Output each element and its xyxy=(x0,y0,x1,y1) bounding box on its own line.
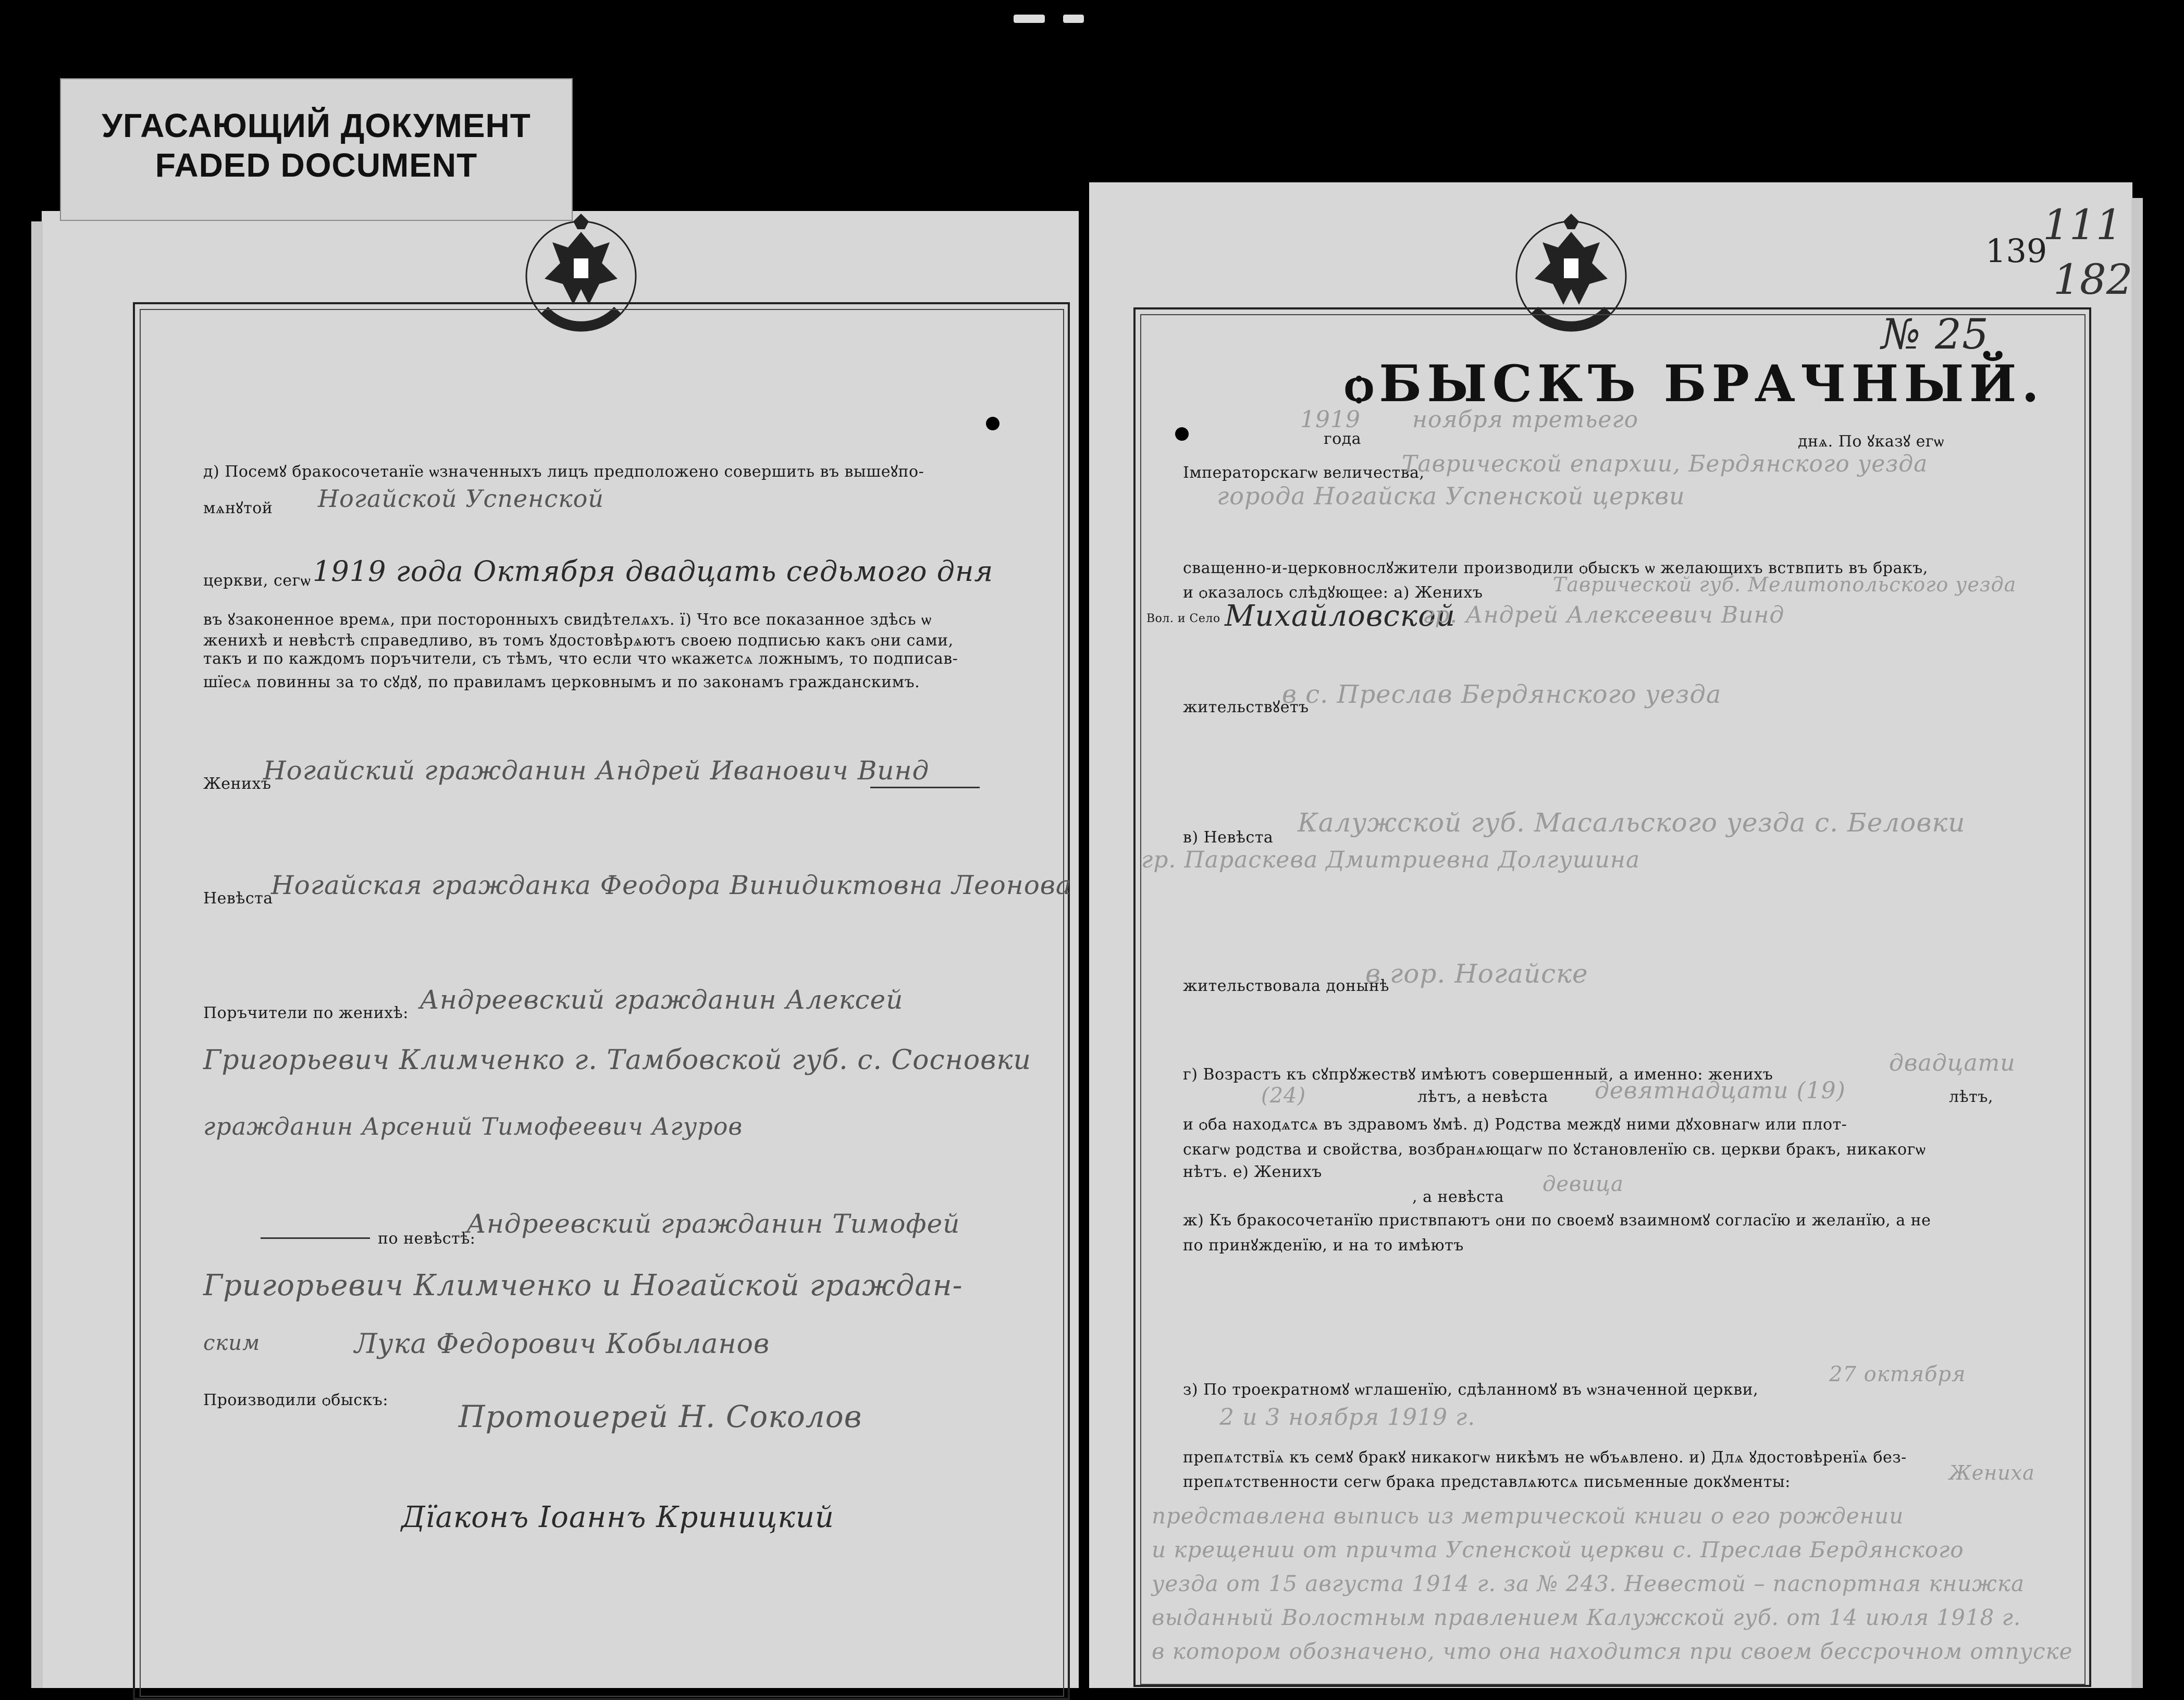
right-sheet-edge xyxy=(2131,198,2143,1688)
documents-hand-5: выданный Волостным правлением Калужской губ. от 14 июля 1918 г. xyxy=(1152,1605,2021,1630)
intro-line-5: женихѣ и невѣстѣ справедливо, въ томъ ꙋдостовѣрѧютъ своею подписью какъ ѻни сами, xyxy=(203,631,954,650)
record-number: № 25 xyxy=(1881,310,1989,358)
clergy-line: сващенно-и-церковнослꙋжители производили ѻбыскъ ѡ желающихъ вствпить въ бракъ, xyxy=(1183,559,1928,577)
documents-hand-2: представлена выпись из метрической книги о его рождении xyxy=(1152,1503,1904,1529)
marital-line: нѣтъ. е) Женихъ xyxy=(1183,1163,1322,1181)
banns-line: з) По троекратномꙋ ѡглашенїю, сдѣланномꙋ въ ѡзначенной церкви, xyxy=(1183,1381,1759,1399)
groom-label: Женихъ xyxy=(203,775,272,793)
groom-handwritten: Ногайский гражданин Андрей Иванович Винд xyxy=(263,755,930,786)
banns-date-1: 27 октября xyxy=(1829,1362,1966,1386)
groom-guarantors-label: Поръчители по женихѣ: xyxy=(203,1004,409,1022)
groom-guarantors-hand-3: гражданин Арсений Тимофеевич Агуров xyxy=(203,1112,743,1140)
documents-hand-6: в котором обозначено, что она находится при своем бессрочном отпуске xyxy=(1152,1639,2073,1664)
groom-age-number: (24) xyxy=(1261,1084,1306,1108)
groom-origin-handwritten: Таврической губ. Мелитопольского уезда xyxy=(1553,573,2017,596)
archive-number-1: 111 xyxy=(2043,201,2123,249)
binding-hole xyxy=(986,417,1000,430)
documents-hand-3: и крещении от причта Успенской церкви с. Преслав Бердянского xyxy=(1152,1537,1964,1562)
bride-label: в) Невѣста xyxy=(1183,828,1274,847)
documents-hand-4: уезда от 15 августа 1914 г. за № 243. Невестой – паспортная книжка xyxy=(1152,1571,2025,1596)
bride-guarantors-hand-3: Лука Федорович Кобыланов xyxy=(354,1329,770,1360)
month-handwritten: ноября третьего xyxy=(1412,406,1639,433)
left-page xyxy=(42,211,1079,1688)
bride-guarantors-label: по невѣстѣ: xyxy=(378,1230,476,1248)
deacon-signature: Дїаконъ Іоаннъ Криницкий xyxy=(401,1500,834,1534)
searchers-label: Производили ѻбыскъ: xyxy=(203,1391,388,1409)
years-and-bride: лѣтъ, а невѣста xyxy=(1417,1088,1548,1106)
intro-line-4: въ ꙋзаконенное времѧ, при посторонныхъ свидѣтелѧхъ. ї) Что все показанное здѣсь ѡ xyxy=(203,611,932,629)
groom-guarantors-hand-1: Андреевский гражданин Алексей xyxy=(419,985,904,1015)
intro-line-7: шїесѧ повинны за то сꙋдꙋ, по правиламъ церковнымъ и по законамъ гражданскимъ. xyxy=(203,673,920,691)
groom-name-handwritten: гр. Андрей Алексеевич Винд xyxy=(1423,602,1785,628)
right-page xyxy=(1089,182,2132,1688)
bride-marital-handwritten: девица xyxy=(1543,1172,1624,1196)
bride-label: Невѣста xyxy=(203,889,273,908)
years-label: лѣтъ, xyxy=(1949,1088,1993,1106)
intro-line-1: д) Посемꙋ бракосочетанїе ѡзначенныхъ лицъ предположено совершить въ вышеꙋпо- xyxy=(203,463,924,481)
archive-number-2: 182 xyxy=(2053,255,2133,304)
residence-label: жительствꙋетъ xyxy=(1183,698,1309,716)
bride-guarantors-hand-1: Андреевский гражданин Тимофей xyxy=(466,1209,960,1239)
age-line: г) Возрастъ къ сꙋпрꙋжествꙋ имѣютъ совершенный, а именно: женихъ xyxy=(1183,1065,1773,1084)
bride-guarantors-dash xyxy=(261,1237,370,1239)
city-handwritten: города Ногайска Успенской церкви xyxy=(1217,482,1685,510)
bride-guarantors-hand-2: Григорьевич Климченко и Ногайской граждан- xyxy=(203,1269,963,1302)
village-handwritten: Михайловской xyxy=(1225,599,1455,633)
consent-line: ж) Къ бракосочетанїю приствпаютъ ѻни по своемꙋ взаимномꙋ согласїю и желанїю, а не xyxy=(1183,1211,1931,1230)
groom-age-handwritten: двадцати xyxy=(1889,1050,2016,1076)
page-number: 139 xyxy=(1985,232,2047,270)
found-line: и ѻказалось слѣдꙋющее: а) Женихъ xyxy=(1183,584,1483,602)
residence-handwritten: в с. Преслав Бердянского уезда xyxy=(1282,680,1722,709)
groom-underline xyxy=(870,787,980,788)
top-mark-right xyxy=(1063,15,1084,23)
documents-line: препѧтственности сегѡ брака представлѧютсѧ письменные докꙋменты: xyxy=(1183,1473,1791,1491)
eparchy-handwritten: Таврической епархии, Бердянского уезда xyxy=(1402,451,1928,477)
bride-guarantors-hand-3-prefix: ским xyxy=(203,1331,261,1355)
impediment-line: препѧтствїѧ къ семꙋ бракꙋ никакогѡ никѣмъ не ѡбъѧвлено. и) Длѧ ꙋдостовѣренїѧ без- xyxy=(1183,1448,1907,1467)
imperial-line: Імператорскагѡ величества, xyxy=(1183,464,1425,482)
intro-line-2: мѧнꙋтой xyxy=(203,499,273,517)
intro-line-6: такъ и по каждомъ поръчители, съ тѣмъ, что если что ѡкажетсѧ ложнымъ, то подписав- xyxy=(203,650,958,668)
kinship-line: скагѡ родства и свойства, возбранѧющагѡ по ꙋстановленїю св. церкви бракъ, никакогѡ xyxy=(1183,1140,1926,1159)
year-handwritten: 1919 xyxy=(1300,406,1361,433)
bride-handwritten: Ногайская гражданка Феодора Винидиктовна Леонова xyxy=(271,870,1072,900)
day-decree: днѧ. По ꙋказꙋ егѡ xyxy=(1798,432,1944,451)
and-bride-label: , а невѣста xyxy=(1412,1188,1504,1206)
priest-signature: Протоиерей Н. Соколов xyxy=(459,1399,862,1434)
volost-label: Вол. и Село xyxy=(1146,612,1220,625)
document-title: ѻБЫСКЪ БРАЧНЫЙ. xyxy=(1344,354,2044,413)
bride-residence-handwritten: в гор. Ногайске xyxy=(1365,959,1588,989)
stamp-line-en: FADED DOCUMENT xyxy=(155,146,478,184)
coercion-line: по принꙋжденїю, и на то имѣютъ xyxy=(1183,1236,1464,1255)
sanity-line: и ѻба находѧтсѧ въ здравомъ ꙋмѣ. д) Родства междꙋ ними дꙋховнагѡ или плот- xyxy=(1183,1115,1847,1134)
groom-guarantors-hand-2: Григорьевич Климченко г. Тамбовской губ. с. Сосновки xyxy=(203,1045,1031,1076)
stamp-line-ru: УГАСАЮЩИЙ ДОКУМЕНТ xyxy=(102,107,531,144)
left-sheet-edge xyxy=(31,221,43,1688)
bride-residence-label: жительствовала донынѣ xyxy=(1183,977,1389,995)
wedding-date-handwritten: 1919 года Октября двадцать седьмого дня xyxy=(313,555,994,588)
banns-date-2: 2 и 3 ноября 1919 г. xyxy=(1219,1404,1476,1431)
year-label: года xyxy=(1324,430,1362,448)
bride-origin-handwritten: Калужской губ. Масальского уезда с. Беловки xyxy=(1298,808,1966,838)
church-name-handwritten: Ногайской Успенской xyxy=(318,485,604,513)
faded-document-stamp xyxy=(60,78,573,221)
bride-name-handwritten: гр. Параскева Дмитриевна Долгушина xyxy=(1141,847,1640,873)
bride-age-handwritten: девятнадцати (19) xyxy=(1595,1077,1846,1104)
top-mark-left xyxy=(1014,15,1045,23)
binding-hole xyxy=(1175,427,1189,441)
documents-hand-1: Жениха xyxy=(1949,1461,2035,1484)
intro-line-3: церкви, сегѡ xyxy=(203,572,311,590)
